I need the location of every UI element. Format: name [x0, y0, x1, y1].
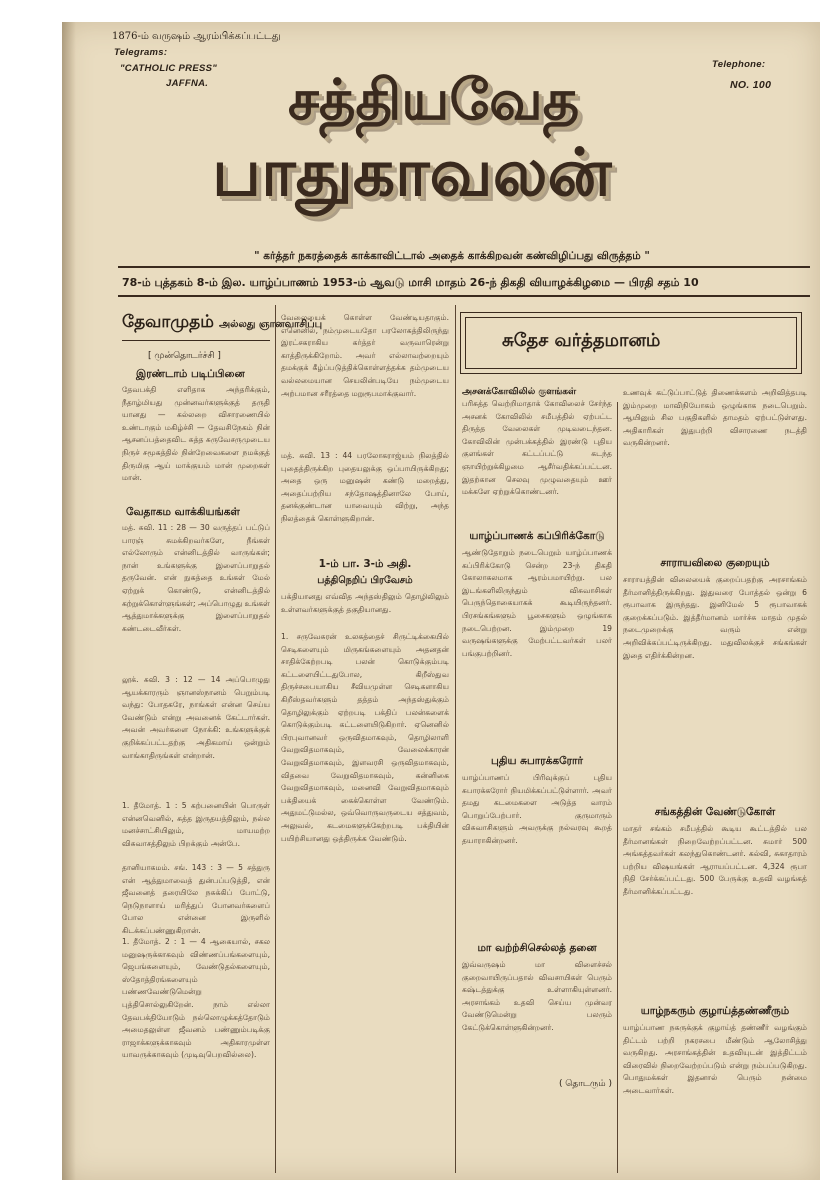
dateline: 78-ம் புத்தகம் 8-ம் இல. யாழ்ப்பாணம் 1953-ம் ஆவடு மாசி மாதம் 26-ந் திகதி வியாழக்கிழமை — பிரதி சதம் 10 — [122, 276, 699, 289]
news-section-title: புதிய சுபாரக்கரோர் — [491, 755, 583, 767]
scripture-paragraph: 1. தீமோத். 1 : 5 கற்பனையின் பொருள் என்னவெனில், சுத்த இருதயத்திலும், நல்ல மனச்சாட்சியிலும், மாயமற்ற விசுவாசத்திலும் பிறக்கும் அன்பே. — [122, 801, 270, 848]
established-note: 1876-ம் வருஷம் ஆரம்பிக்கப்பட்டது — [112, 31, 281, 42]
body-paragraph: பக்தியானது எவ்வித அந்தஸ்திலும் தொழிலிலும் உள்ளவர்களுக்குத் தகுதியானது. — [281, 592, 449, 614]
body-paragraph: மத். சுவி. 13 : 44 பரலோகராஜ்யம் நிலத்தில் புதைத்திருக்கிற புதையலுக்கு ஒப்பாயிருக்கிறது; அதை ஒரு மனுஷன் கண்டு மறைத்து, அதைப்பற்றிய சந்தோஷத்தினாலே போய், தனக்குண்டான யாவையும் விற்று, அந்த நிலத்தைக் கொள்ளுகிறான். — [281, 451, 449, 523]
news-section-title: சங்கத்தின் வேண்டுகோள் — [654, 806, 776, 818]
chapter-subheading: பத்திநெறிப் பிரவேசம் — [317, 575, 413, 586]
news-section-title: மா வற்ற்சிசெல்லத் தனை — [477, 942, 597, 954]
news-paragraph: பரிசுத்த வெற்றிமாதாக் கோவிலைச் சேர்ந்த அசனக் கோவிலில் சமீபத்தில் ஏற்பட்ட திருத்த வேலைகள் முடிவடைந்தன. கோவிலின் முன்பக்கத்தில் இரண்டு புதிய குளங்கள் கட்டப்பட்டு கடந்த ஞாயிற்றுக்கிழமை ஆசீர்வதிக்கப்பட்டன. இதற்கான செலவு முழுவதையும் ஊர் மக்களே ஏற்றுக்கொண்டனர். — [462, 399, 612, 497]
news-paragraph: இவ்வருஷம் மா விளைச்சல் குறைவாயிருப்பதால் விவசாயிகள் பெரும் கஷ்டத்துக்கு உள்ளாகியுள்ளனர். அரசாங்கம் உதவி செய்ய முன்வர வேண்டுமென்று பலரும் கேட்டுக்கொள்ளுகின்றனர். — [462, 960, 612, 1032]
masthead-title-line1: சத்தியவேத — [288, 68, 580, 133]
article-heading: தேவாமுதம் — [122, 312, 214, 332]
telephone-label: Telephone: — [712, 59, 766, 70]
news-section-title: யாழ்ப்பாணக் கப்பிரிக்கோடு — [469, 530, 605, 542]
article-heading-suffix: அல்லது ஞானவாசிப்பு — [219, 319, 323, 330]
scripture-paragraph: தானியாகமம். சங். 143 : 3 — 5 சத்துரு என் ஆத்துமாவைத் துன்பப்படுத்தி, என் ஜீவனைத் தரையிலே நசுக்கிப் போட்டு, நெடுநாளாய் மரித்துப் போனவர்களைப் போல என்னை இருளில் கிடக்கப்பண்ணுகிறான். — [122, 863, 270, 935]
news-paragraph: மாதர் சங்கம் சமீபத்தில் கூடிய கூட்டத்தில் பல தீர்மானங்கள் நிறைவேற்றப்பட்டன. சுமார் 500 அங்கத்தவர்கள் கலந்துகொண்டனர். கல்வி, சுகாதாரம் பற்றிய விஷயங்கள் ஆராயப்பட்டன. 4,324 ரூபா நிதி சேர்க்கப்பட்டது. 500 பேருக்கு உதவி வழங்கத் தீர்மானிக்கப்பட்டது. — [623, 824, 807, 896]
news-paragraph: உணவுக் கட்டுப்பாட்டுத் திணைக்களம் அறிவித்தபடி இம்முறை மாவிநியோகம் ஒழுங்காக நடைபெறும். ஆயினும் சில பகுதிகளில் தாமதம் ஏற்பட்டுள்ளது. அதிகாரிகள் இதுபற்றி விசாரணை நடத்தி வருகின்றனர். — [623, 388, 807, 448]
news-paragraph: யாழ்ப்பாணப் பிரிவுக்குப் புதிய சுபாரக்கரோர் நியமிக்கப்பட்டுள்ளார். அவர் தமது கடமைகளை அடுத்த வாரம் பொறுப்பேற்பார். குருமாரும் விசுவாசிகளும் அவருக்கு நல்வரவு கூறத் தயாராகின்றனர். — [462, 773, 612, 845]
continued-note: [ முன்தொடர்ச்சி ] — [148, 351, 221, 361]
column-rule-2 — [455, 305, 456, 1173]
scripture-paragraph: 1. தீமோத். 2 : 1 — 4 ஆகையால், சகல மனுஷருக்காகவும் விண்ணப்பங்களையும், ஜெபங்களையும், வேண்டுதல்களையும், ஸ்தோத்திரங்களையும் பண்ணவேண்டுமென்று புத்திசொல்லுகிறேன். நாம் எல்லா தேவபக்தியோடும் நல்லொழுக்கத்தோடும் அமைதலுள்ள ஜீவனம் பண்ணும்படிக்கு ராஜாக்களுக்காகவும் அதிகாரமுள்ள யாவருக்காகவும் (முடிவுபெறவில்லை). — [122, 937, 270, 1060]
newspaper-page — [62, 22, 820, 1180]
continued-note: ( தொடரும் ) — [558, 1079, 612, 1089]
news-box-title: சுதேச வர்த்தமானம் — [502, 330, 661, 351]
telegrams-city: JAFFNA. — [166, 78, 209, 89]
scripture-paragraph: மத். சுவி. 11 : 28 — 30 வருத்தப் பட்டுப் பாரஞ் சுமக்கிறவர்களே, நீங்கள் எல்லோரும் என்னிடத்தில் வாருங்கள்; நான் உங்களுக்கு இளைப்பாறுதல் தருவேன். என் நுகத்தை உங்கள் மேல் ஏற்றுக் கொண்டு, என்னிடத்தில் கற்றுக்கொள்ளுங்கள்; அப்பொழுது உங்கள் ஆத்துமாக்களுக்கு இளைப்பாறுதல் கண்டடைவீர்கள். — [122, 523, 270, 633]
chapter-heading: 1-ம் பா. 3-ம் அதி. — [318, 558, 412, 570]
telegrams-name: "CATHOLIC PRESS" — [120, 63, 218, 74]
news-section-title: அசனக்கோவிலில் குளங்கள் — [462, 387, 577, 397]
news-paragraph: ஆண்டுதோறும் நடைபெறும் யாழ்ப்பாணக் கப்பிரிக்கோடு சென்ற 23-ந் திகதி கோலாகலமாக ஆரம்பமாயிற்று. பல இடங்களிலிருந்தும் விசுவாசிகள் பெருந்தொகையாகக் கூடியிருந்தனர். பிரசங்கங்களும் பூசைகளும் ஒழுங்காக நடைபெற்றன. இம்முறை 19 வருஷங்களுக்கு மேற்பட்டவர்கள் பலர் பங்குபற்றினர். — [462, 548, 612, 658]
dateline-top-rule — [118, 266, 810, 268]
column-1 — [122, 312, 323, 1062]
intro-paragraph: தேவபக்தி எளிதாக அந்தரிக்கும், நீதாழ்மியது முன்னவர்களுக்குத் தருதி யானது — கல்லறை விசாரணையில் உண்டாகும் மகிழ்ச்சி — தேவசிநேகம் நின் ஆசனப்பத்தைவிட சுத்த சுருவேசருமுடைய நிருச் சமூகத்தில் நின்றேவைகளை நமக்குத் திருமிகு ஆய் மாக்குயம் மான் முறைகள் மான். — [122, 385, 270, 483]
column-4 — [623, 387, 807, 1180]
scripture-paragraph: லூக். சுவி. 3 : 12 — 14 அப்பொழுது ஆயக்காரரும் ஞானஸ்நானம் பெறும்படி வந்து: போதகரே, நாங்கள் என்ன செய்ய வேண்டும் என்று அவனைக் கேட்டார்கள். அவன் அவர்களை நோக்கி: உங்களுக்குக் குறிக்கப்பட்டதற்கு அதிகமாய் ஒன்றும் வாங்காதிருங்கள் என்றான். — [122, 675, 270, 760]
heading-rule — [122, 340, 270, 341]
column-rule-3 — [617, 402, 618, 1173]
dateline-bottom-rule — [118, 295, 810, 297]
masthead-title-line2: பாதுகாவலன் — [212, 134, 612, 211]
column-2 — [281, 312, 449, 1096]
lesson-subheading: இரண்டாம் படிப்பினை — [136, 368, 245, 380]
telegrams-label: Telegrams: — [114, 47, 168, 58]
body-paragraph: 1. சருவேசுரன் உலகத்தைச் சிருட்டிக்கையில் செடிகளையும் மிருகங்களையும் அதனதன் சாதிக்கேற்றபடி பலன் கொடுக்கும்படி கட்டளையிட்டதுபோல, கிறீஸ்துவ திருச்சபையாகிய சீவியமுள்ள செடிகளாகிய கிறீஸ்தவர்களும் தத்தம் அந்தஸ்துக்கும் தொழிலுக்கும் ஏற்றபடி பக்திப் பலன்களைக் கொடுக்கும்படி கட்டளையிடுகிறார். ஏனெனில் பிரபுவானவர் ஒருவிதமாகவும், தொழிலாளி வேறுவிதமாகவும், வேலைக்காரன் வேறுவிதமாகவும், இளவரசி ஒருவிதமாகவும், விதவை வேறுவிதமாகவும், கன்னிகை வேறுவிதமாகவும், மனைவி வேறுவிதமாகவும் பக்தியைக் கைக்கொள்ள வேண்டும். அதுமட்டுமல்ல, ஒவ்வொருவருடைய சத்துவம், அலுவல், கடமைகளுக்கேற்றபடி பக்தியின் பயிற்சியானது ஒத்திருக்க வேண்டும். — [281, 632, 449, 843]
motto: " கர்த்தர் நகரத்தைக் காக்காவிட்டால் அதைக் காக்கிறவன் கண்விழிப்பது விருத்தம் " — [254, 250, 650, 262]
telephone-number: NO. 100 — [730, 79, 772, 91]
news-paragraph: சாராயத்தின் விலையைக் குறைப்பதற்கு அரசாங்கம் தீர்மானித்திருக்கிறது. இதுவரை போத்தல் ஒன்று 6 ரூபாவாக இருந்தது. இனிமேல் 5 ரூபாவாகக் குறைக்கப்படும். இத்தீர்மானம் மார்ச்சு மாதம் முதல் நடைமுறைக்கு வரும் என்று அறிவிக்கப்பட்டிருக்கிறது. மதுவிலக்குச் சங்கங்கள் இதை எதிர்க்கின்றன. — [623, 575, 807, 660]
news-paragraph: யாழ்ப்பாண நகருக்குக் குழாய்த் தண்ணீர் வழங்கும் திட்டம் பற்றி நகரசபை மீண்டும் ஆலோசித்து வருகிறது. அரசாங்கத்தின் உதவியுடன் இத்திட்டம் விரைவில் நிறைவேற்றப்படும் என்று நம்பப்படுகிறது. பொதுமக்கள் இதனால் பெரும் நன்மை அடைவார்கள். — [623, 1023, 807, 1095]
column-3 — [462, 387, 612, 1090]
body-paragraph: வேலையைக் கொள்ள வேண்டியதாகும். எனெனில், நம்முடையதோ பரலோகத்திலிருந்து இரட்சகராகிய கர்த்தர் வருவாரென்று காத்திருக்கிறோம். அவர் எல்லாவற்றையும் தமக்குக் கீழ்ப்படுத்திக்கொள்ளத்தக்க தம்முடைய வல்லமையான செயலின்படியே நம்முடைய அற்பமான சரீரத்தை மறுரூபமாக்குவார். — [281, 313, 449, 398]
news-section-title: சாராயவிலை குறையும் — [660, 557, 770, 569]
news-section-title: யாழ்நகரும் குழாய்த்தண்ணீரும் — [640, 1005, 790, 1017]
column-rule-1 — [275, 305, 276, 1173]
scripture-section-title: வேதாகம வாக்கியங்கள் — [126, 506, 240, 518]
